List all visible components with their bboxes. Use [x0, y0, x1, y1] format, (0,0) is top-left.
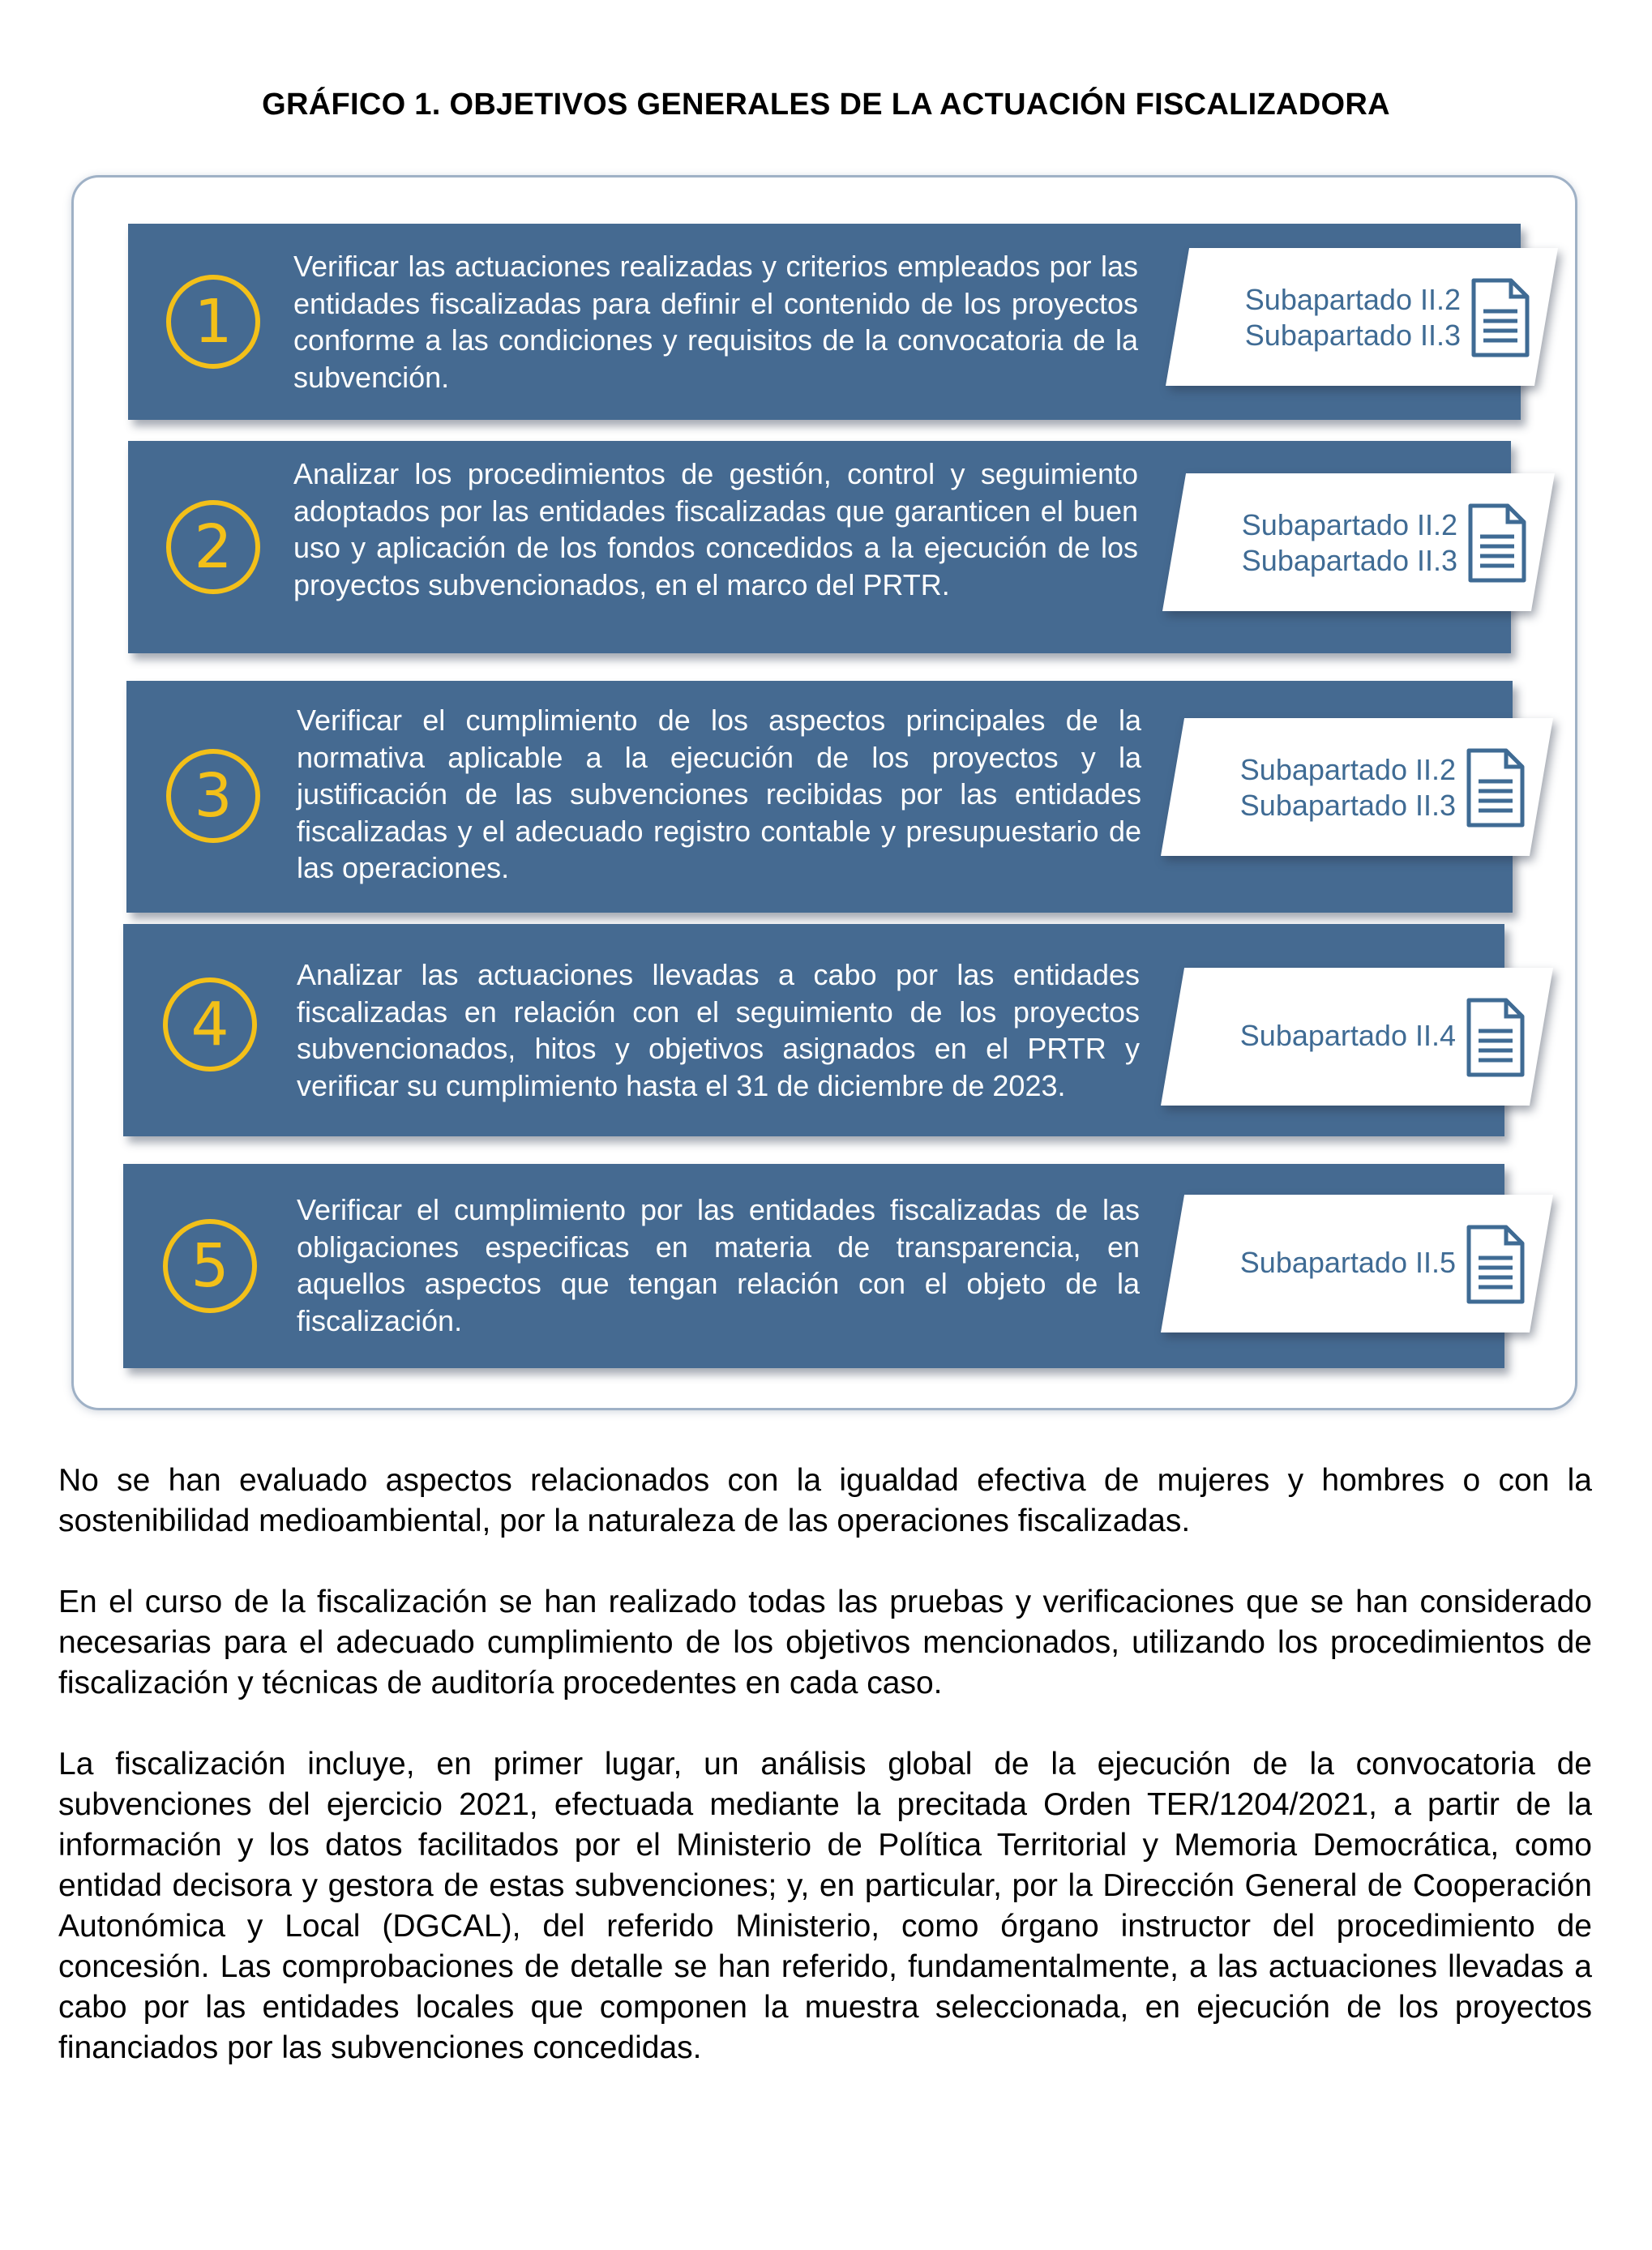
objective-number-3: 3: [166, 749, 260, 843]
document-icon: [1467, 503, 1527, 584]
subsection-label: Subapartado II.3: [1241, 544, 1457, 577]
subsection-label: Subapartado II.5: [1239, 1246, 1456, 1279]
body-paragraph-3: La fiscalización incluye, en primer lugar, un análisis global de la ejecución de la convocatoria de subvenciones del ejercicio 2021, efectuada mediante la precitada Orden TER/1204/2021, a partir de la información y los datos facilitados por el Ministerio de Política Territorial y Memoria Democrática, como entidad decisora y gestora de estas subvenciones; y, en particular, por la Dirección General de Cooperación Autonómica y Local (DGCAL), del referido Ministerio, como órgano instructor del procedimiento de concesión. Las comprobaciones de detalle se han referido, fundamentalmente, a las actuaciones llevadas a cabo por las entidades locales que componen la muestra seleccionada, en ejecución de los proyectos financiados por las subvenciones concedidas.: [58, 1747, 1592, 2065]
subsection-label: Subapartado II.2: [1239, 753, 1456, 786]
objective-text-5: Verificar el cumplimiento por las entidades fiscalizadas de las obligaciones especificas en materia de transparencia, en aquellos aspectos que tengan relación con el objeto de la fiscalización.: [297, 1193, 1140, 1337]
objective-subsection-panel-5: [1161, 1195, 1553, 1332]
objective-subsection-panel-2: [1162, 473, 1555, 611]
objective-number-2: 2: [166, 500, 260, 594]
body-paragraph-1: No se han evaluado aspectos relacionados con la igualdad efectiva de mujeres y hombres o con la sostenibilidad medioambiental, por la naturaleza de las operaciones fiscalizadas.: [58, 1463, 1592, 1538]
objective-number-1: 1: [166, 275, 260, 369]
document-icon: [1466, 1224, 1526, 1305]
subsection-label: Subapartado II.2: [1244, 283, 1461, 316]
body-paragraph-2: En el curso de la fiscalización se han realizado todas las pruebas y verificaciones que se han considerado necesarias para el adecuado cumplimiento de los objetivos mencionados, utilizando los procedimientos de fiscalización y técnicas de auditoría procedentes en cada caso.: [58, 1585, 1592, 1700]
subsection-label: Subapartado II.4: [1239, 1019, 1456, 1052]
objective-text-3: Verificar el cumplimiento de los aspectos principales de la normativa aplicable a la ejecución de los proyectos y la justificación de las subvenciones recibidas por las entidades fiscalizadas y el adecuado registro contable y presupuestario de las operaciones.: [297, 704, 1141, 884]
subsection-label: Subapartado II.2: [1241, 508, 1457, 541]
objective-subsection-panel-4: [1161, 968, 1553, 1106]
document-icon: [1466, 747, 1526, 828]
document-icon: [1470, 277, 1530, 358]
objective-text-4: Analizar las actuaciones llevadas a cabo por las entidades fiscalizadas en relación con el seguimiento de los proyectos subvencionados, hitos y objetivos asignados en el PRTR y verificar su cumplimiento hasta el 31 de diciembre de 2023.: [297, 958, 1140, 1102]
objective-subsection-panel-1: [1166, 248, 1558, 386]
objective-text-2: Analizar los procedimientos de gestión, control y seguimiento adoptados por las entidades fiscalizadas que garanticen el buen uso y aplicación de los fondos concedidos a la ejecución de los proyectos subvencionados, en el marco del PRTR.: [293, 457, 1138, 601]
objective-number-4: 4: [163, 977, 257, 1072]
subsection-label: Subapartado II.3: [1239, 789, 1456, 822]
subsection-label: Subapartado II.3: [1244, 319, 1461, 352]
figure-title: GRÁFICO 1. OBJETIVOS GENERALES DE LA ACTUACIÓN FISCALIZADORA: [262, 88, 1390, 122]
objective-number-5: 5: [163, 1219, 257, 1313]
objective-subsection-panel-3: [1161, 718, 1553, 856]
document-icon: [1466, 997, 1526, 1078]
objective-text-1: Verificar las actuaciones realizadas y criterios empleados por las entidades fiscalizadas para definir el contenido de los proyectos conforme a las condiciones y requisitos de la convocatoria de la subvención.: [293, 250, 1138, 394]
